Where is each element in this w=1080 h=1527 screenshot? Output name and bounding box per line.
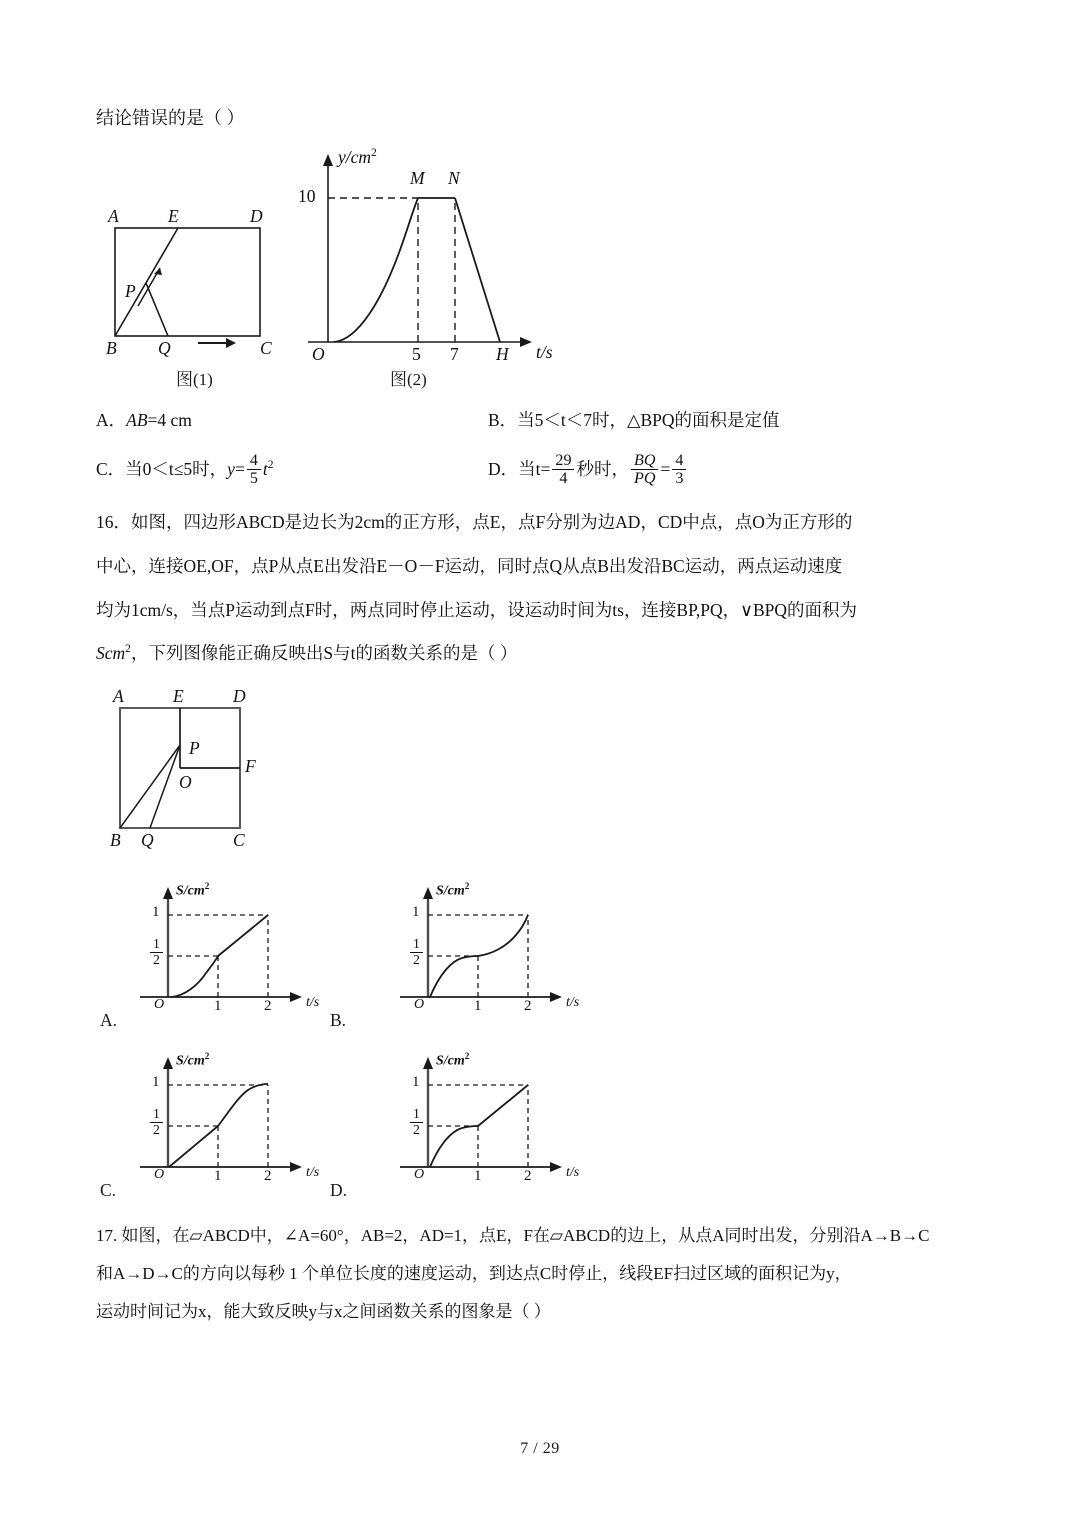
q15-figure-2 [298,147,565,365]
q15-figure-2-caption: 图(2) [390,370,427,389]
q15-option-d-fraction-1: $\frac{29}{4}$ [552,452,574,488]
q15-option-c-text: 当0＜t≤5时， [125,459,228,480]
q16-stem-line-4-post: ，下列图像能正确反映出S与t的函数关系的是（ ） [130,643,518,663]
q16-choice-graph-b[interactable] [370,881,600,1015]
q16-square-label-C: C [233,830,245,850]
q15-figure-1 [100,208,290,368]
q16-square-label-B: B [110,830,121,850]
q16-graph-c-origin: O [154,1167,165,1182]
q15-option-d-fraction-2: $\frac{BQ}{PQ}$ [631,452,658,488]
fig2-label-H: H [496,344,509,364]
q15-option-b-text: 当5＜t＜7时，△BPQ的面积是定值 [517,410,780,430]
q16-graph-c-xtick-2: 2 [264,1168,272,1184]
q16-graph-a-ytick-1: 1 [152,904,160,920]
q16-graph-d-xtick-2: 2 [524,1168,532,1184]
q16-stem-line-4-pre: Scm [96,643,126,663]
q15-option-d-pre: 当t [518,459,541,480]
q15-option-a-label: A． [96,410,127,430]
q17-stem-line-1: 17. 如图，在▱ABCD中，∠A=60°，AB=2，AD=1，点E，F在▱ABCD的边上，从点A同时出发，分别沿A→B→C [96,1226,930,1245]
q16-square-label-Q: Q [141,830,154,850]
q16-graph-c-xtick-1: 1 [214,1168,222,1184]
q16-square-label-P: P [189,738,200,758]
q15-option-d-mid: 秒时， [576,459,629,480]
q16-choice-label-b[interactable]: B. [330,1010,347,1030]
fig1-label-E: E [168,206,179,226]
fig2-origin-label: O [312,344,325,364]
q16-square-label-F: F [245,756,256,776]
q16-stem-line-4 [96,643,517,664]
q15-option-d[interactable] [488,452,688,488]
q15-option-d-fraction-3: $\frac{4}{3}$ [672,452,686,488]
q15-option-b[interactable] [488,410,780,431]
q15-option-a[interactable] [96,410,192,431]
fig1-label-P: P [125,281,136,301]
q16-graph-a-origin: O [154,997,165,1012]
q15-option-c[interactable] [96,452,274,488]
q16-stem-line-2: 中心，连接OE,OF，点P从点E出发沿E－O－F运动，同时点Q从点B出发沿BC运动，两点运动速度 [96,556,843,576]
q15-option-c-lhs: y [227,459,235,480]
q16-square-label-O: O [179,772,192,792]
q16-stem-line-1: 16．如图，四边形ABCD是边长为2cm的正方形，点E，点F分别为边AD，CD中点，点O为正方形的 [96,512,853,532]
q16-square-figure [105,686,280,855]
fig2-x-axis-label: t/s [536,342,553,362]
q15-stem-tail: 结论错误的是（ ） [96,108,245,128]
q16-choice-label-d[interactable]: D. [330,1180,348,1200]
q16-stem-line-3: 均为1cm/s，当点P运动到点F时，两点同时停止运动，设运动时间为ts，连接BP,PQ，∨BPQ的面积为 [96,600,857,620]
q16-graph-d-ytick-1: 1 [412,1074,420,1090]
q15-option-a-expr-post: =4 cm [147,410,192,430]
q16-graph-a-ytick-half [148,937,165,968]
q15-option-a-expr: AB [126,410,148,430]
q15-option-c-exponent: 2 [267,459,274,472]
q16-graph-c-ytick-half [148,1107,165,1138]
q15-figure-1-caption: 图(1) [176,370,213,389]
q17-stem-line-3: 运动时间记为x，能大致反映y与x之间函数关系的图象是（ ） [96,1302,551,1321]
q15-option-c-var: t [262,459,268,480]
q16-choice-graph-c[interactable] [110,1051,340,1185]
q16-square-label-D: D [233,686,246,706]
q15-option-c-fraction: $\frac{4}{5}$ [247,452,261,488]
q15-option-c-eq: = [234,459,245,480]
q16-graph-a-ylabel: $S/cm^2$ [176,881,210,899]
page-footer: 7 / 29 [520,1440,560,1457]
fig2-ytick-10: 10 [298,186,316,206]
fig1-label-D: D [250,206,263,226]
q16-choice-label-a[interactable]: A. [100,1010,118,1030]
q16-graph-b-ytick-half [408,937,425,968]
q16-graph-d-ylabel: $S/cm^2$ [436,1051,470,1069]
q17-stem-line-2: 和A→D→C的方向以每秒 1 个单位长度的速度运动，到达点C时停止，线段EF扫过区域的面积记为y， [96,1264,852,1283]
q15-option-d-eq-2: = [660,459,671,480]
q16-choice-label-c[interactable]: C. [100,1180,117,1200]
q16-graph-b-origin: O [414,997,425,1012]
q15-option-d-label: D． [488,459,519,480]
q16-graph-d-xtick-1: 1 [474,1168,482,1184]
q16-graph-b-xlabel: t/s [566,995,580,1010]
q15-option-b-label: B． [488,410,518,430]
q16-square-label-E: E [173,686,184,706]
q16-stem-line-4-sup: 2 [125,643,131,656]
q15-option-c-label: C． [96,459,126,480]
q16-graph-d-origin: O [414,1167,425,1182]
q16-graph-b-ytick-1: 1 [412,904,420,920]
q16-graph-c-half-fraction: $\frac{1}{2}$ [150,1107,163,1138]
fig1-label-A: A [108,206,119,226]
q16-graph-a-xtick-2: 2 [264,998,272,1014]
q16-graph-c-ylabel: $S/cm^2$ [176,1051,210,1069]
fig1-label-Q: Q [158,338,171,358]
q16-graph-b-xtick-1: 1 [474,998,482,1014]
q16-graph-b-ylabel: $S/cm^2$ [436,881,470,899]
fig2-label-M: M [410,168,425,188]
q16-graph-a-half-fraction: $\frac{1}{2}$ [150,937,163,968]
q16-graph-a-xlabel: t/s [306,995,320,1010]
q16-graph-d-half-fraction: $\frac{1}{2}$ [410,1107,423,1138]
q16-graph-b-xtick-2: 2 [524,998,532,1014]
q16-graph-c-xlabel: t/s [306,1165,320,1180]
q16-graph-a-xtick-1: 1 [214,998,222,1014]
fig1-label-B: B [106,338,117,358]
q16-square-label-A: A [113,686,124,706]
fig2-label-N: N [448,168,460,188]
q15-option-d-eq: = [540,459,551,480]
fig2-xtick-7: 7 [450,344,459,364]
q16-choice-graph-a[interactable] [110,881,340,1015]
q16-graph-c-ytick-1: 1 [152,1074,160,1090]
q16-graph-d-xlabel: t/s [566,1165,580,1180]
fig2-xtick-5: 5 [412,344,421,364]
q16-choice-graph-d[interactable] [370,1051,600,1185]
q16-graph-b-half-fraction: $\frac{1}{2}$ [410,937,423,968]
fig2-y-axis-label: $y/cm^2$ [338,147,377,167]
fig1-label-C: C [260,338,272,358]
q16-graph-d-ytick-half [408,1107,425,1138]
